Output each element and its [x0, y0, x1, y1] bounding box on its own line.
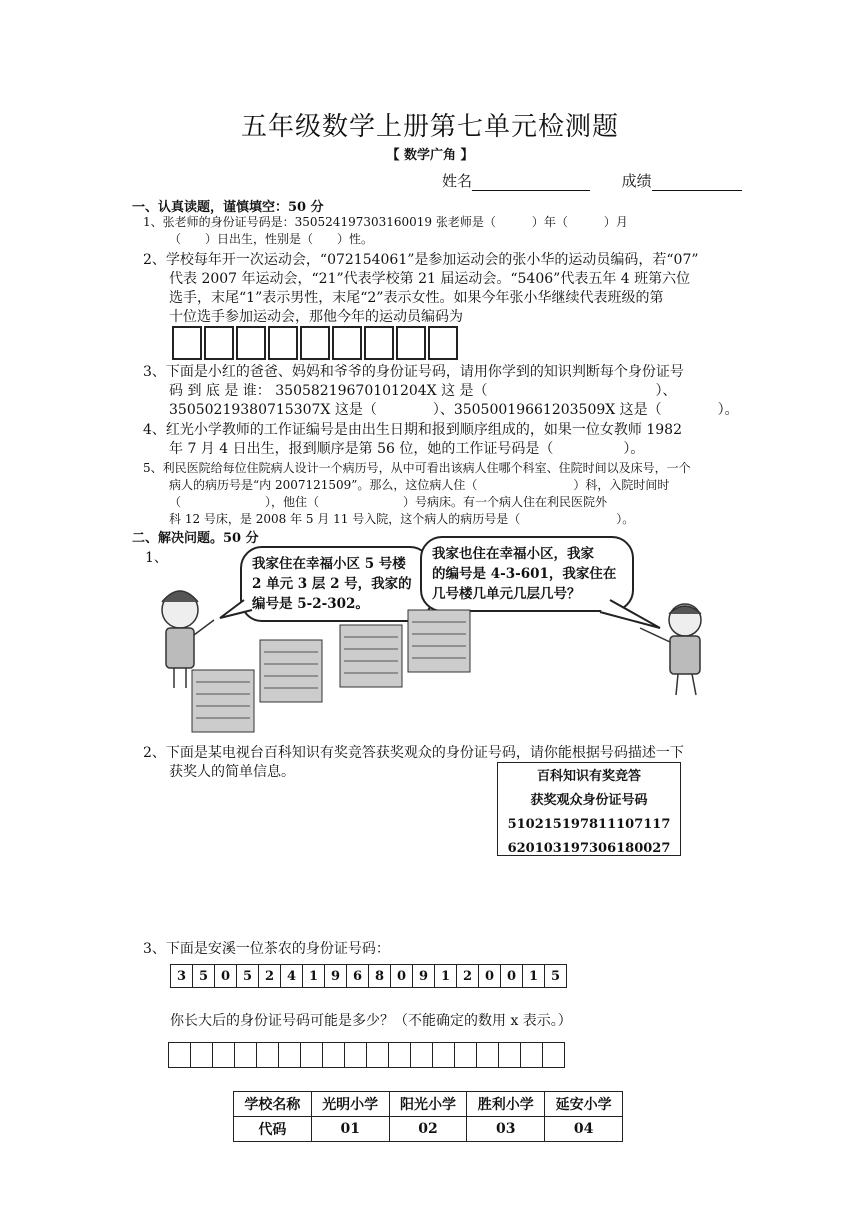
q5-line: （ ），他住（ ）号病床。有一个病人住在利民医院外	[169, 495, 608, 509]
question-3	[143, 363, 743, 420]
code-box[interactable]	[364, 326, 394, 360]
id-digit: 1	[303, 965, 325, 988]
code-box[interactable]	[332, 326, 362, 360]
code-box[interactable]	[300, 326, 330, 360]
q1-line: （ ）日出生，性别是（ ）性。	[169, 232, 374, 246]
bubble-line: 我家也住在幸福小区，我家	[432, 546, 594, 562]
code-box[interactable]	[236, 326, 266, 360]
q5-line: 科 12 号床，是 2008 年 5 月 11 号入院，这个病人的病历号是（ ）。	[169, 512, 635, 526]
answer-digit-cell[interactable]	[301, 1043, 323, 1068]
answer-digit-cell[interactable]	[367, 1043, 389, 1068]
code-box[interactable]	[428, 326, 458, 360]
id-digit: 3	[171, 965, 193, 988]
table-header-cell: 阳光小学	[389, 1092, 467, 1117]
infobox-id: 510215197811107117	[507, 817, 671, 832]
code-box[interactable]	[172, 326, 202, 360]
answer-id-grid[interactable]	[168, 1042, 565, 1068]
id-digit: 5	[237, 965, 259, 988]
id-digit: 0	[501, 965, 523, 988]
illustration	[140, 540, 720, 740]
name-label: 姓名	[442, 172, 473, 190]
table-header-cell: 学校名称	[234, 1092, 312, 1117]
q2-line: 十位选手参加运动会，那他今年的运动员编码为	[169, 309, 463, 325]
s2q2-line: 获奖人的简单信息。	[169, 764, 295, 780]
bubble-line: 2 单元 3 层 2 号，我家的	[252, 576, 412, 592]
answer-digit-cell[interactable]	[477, 1043, 499, 1068]
winner-id-box	[497, 762, 681, 856]
answer-digit-cell[interactable]	[433, 1043, 455, 1068]
athlete-code-boxes[interactable]	[172, 326, 460, 360]
answer-digit-cell[interactable]	[279, 1043, 301, 1068]
answer-digit-cell[interactable]	[235, 1043, 257, 1068]
infobox-subtitle: 获奖观众身份证号码	[530, 793, 648, 808]
q3-line: 3、下面是小红的爸爸、妈妈和爷爷的身份证号码，请用你学到的知识判断每个身份证号	[143, 364, 684, 380]
code-box[interactable]	[396, 326, 426, 360]
answer-digit-cell[interactable]	[345, 1043, 367, 1068]
id-digit: 8	[369, 965, 391, 988]
table-header-cell: 延安小学	[545, 1092, 623, 1117]
answer-digit-cell[interactable]	[389, 1043, 411, 1068]
infobox-title: 百科知识有奖竞答	[536, 769, 641, 784]
q1-line: 1、张老师的身份证号码是：350524197303160019 张老师是（ ）年（ ）月	[143, 215, 628, 229]
q4-line: 4、红光小学教师的工作证编号是由出生日期和报到顺序组成的，如果一位女教师 1982	[143, 422, 682, 438]
id-digit: 9	[325, 965, 347, 988]
q2-line: 代表 2007 年运动会，“21”代表学校第 21 届运动会。“5406”代表五年 4 班第六位	[169, 271, 691, 287]
answer-digit-cell[interactable]	[543, 1043, 565, 1068]
q1-number: 1、	[145, 550, 168, 566]
table-cell: 04	[545, 1117, 623, 1142]
q3-line: 码 到 底 是 谁： 350582196701012​04X 这 是（ ）、	[169, 383, 677, 399]
id-digit: 0	[215, 965, 237, 988]
bubble-line: 的编号是 4-3-601，我家住在	[432, 566, 617, 582]
answer-digit-cell[interactable]	[455, 1043, 477, 1068]
id-digit: 6	[347, 965, 369, 988]
id-digit: 9	[413, 965, 435, 988]
table-header-cell: 光明小学	[311, 1092, 389, 1117]
table-row	[234, 1092, 623, 1117]
table-header-cell: 胜利小学	[467, 1092, 545, 1117]
q3-line: 35050219380715307X 这是（ ）、35050019661203509X 这是（ ）。	[169, 402, 739, 418]
score-label: 成绩	[621, 172, 652, 190]
answer-digit-cell[interactable]	[213, 1043, 235, 1068]
s2q2-line: 2、下面是某电视台百科知识有奖竞答获奖观众的身份证号码，请你能根据号码描述一下	[143, 745, 684, 761]
table-cell: 03	[467, 1117, 545, 1142]
name-blank[interactable]	[472, 174, 590, 191]
id-digit: 5	[545, 965, 567, 988]
q2-line: 2、学校每年开一次运动会，“072154061”是参加运动会的张小华的运动员编码，若“07”	[143, 252, 699, 268]
page-title: 五年级数学上册第七单元检测题	[240, 112, 619, 142]
answer-digit-cell[interactable]	[499, 1043, 521, 1068]
table-row	[234, 1117, 623, 1142]
boy-figure-icon	[640, 604, 701, 695]
q5-line: 5、利民医院给每位住院病人设计一个病历号，从中可看出该病人住哪个科室、住院时间以及床号，一个	[143, 461, 691, 475]
answer-digit-cell[interactable]	[323, 1043, 345, 1068]
name-score-bar	[442, 170, 742, 191]
page-subtitle: 【 数学广角 】	[386, 148, 474, 163]
answer-digit-cell[interactable]	[521, 1043, 543, 1068]
q2-line: 选手，末尾“1”表示男性，末尾“2”表示女性。如果今年张小华继续代表班级的第	[169, 290, 664, 306]
building-icon	[192, 610, 470, 732]
table-cell: 01	[311, 1117, 389, 1142]
section2-question-3-ask: 你长大后的身份证号码可能是多少？（不能确定的数用 x 表示。）	[170, 1013, 572, 1029]
code-box[interactable]	[268, 326, 298, 360]
bubble-line: 我家住在幸福小区 5 号楼	[252, 556, 406, 572]
section2-heading: 二、解决问题。50 分	[132, 531, 259, 546]
table-cell: 代码	[234, 1117, 312, 1142]
id-digit: 2	[457, 965, 479, 988]
id-digit: 4	[281, 965, 303, 988]
id-digit: 1	[523, 965, 545, 988]
bubble-line: 几号楼几单元几层几号？	[432, 586, 581, 602]
id-digit: 0	[391, 965, 413, 988]
question-4	[143, 421, 743, 459]
score-blank[interactable]	[652, 174, 742, 191]
id-digit: 5	[193, 965, 215, 988]
answer-digit-cell[interactable]	[257, 1043, 279, 1068]
table-cell: 02	[389, 1117, 467, 1142]
section2-question-3: 3、下面是安溪一位茶农的身份证号码：	[143, 941, 390, 957]
section1-heading: 一、认真读题，谨慎填空：50 分	[132, 200, 324, 215]
id-digit: 1	[435, 965, 457, 988]
bubble-tail	[220, 600, 252, 618]
bubble-tail	[600, 600, 660, 628]
q5-line: 病人的病历号是“内 2007121509”。那么，这位病人住（ ）科，入院时间时	[169, 478, 670, 492]
answer-digit-cell[interactable]	[191, 1043, 213, 1068]
question-2	[143, 251, 743, 327]
id-digit: 0	[479, 965, 501, 988]
school-code-table	[233, 1091, 623, 1142]
id-digit: 2	[259, 965, 281, 988]
answer-digit-cell[interactable]	[411, 1043, 433, 1068]
question-1	[143, 214, 628, 248]
question-5	[143, 460, 743, 528]
bubble-line: 编号是 5-2-302。	[252, 596, 369, 612]
farmer-id-grid	[170, 964, 567, 988]
infobox-id: 620103197306180027	[507, 841, 671, 856]
q4-line: 年 7 月 4 日出生，报到顺序是第 56 位，她的工作证号码是（ ）。	[169, 441, 645, 457]
answer-digit-cell[interactable]	[169, 1043, 191, 1068]
code-box[interactable]	[204, 326, 234, 360]
